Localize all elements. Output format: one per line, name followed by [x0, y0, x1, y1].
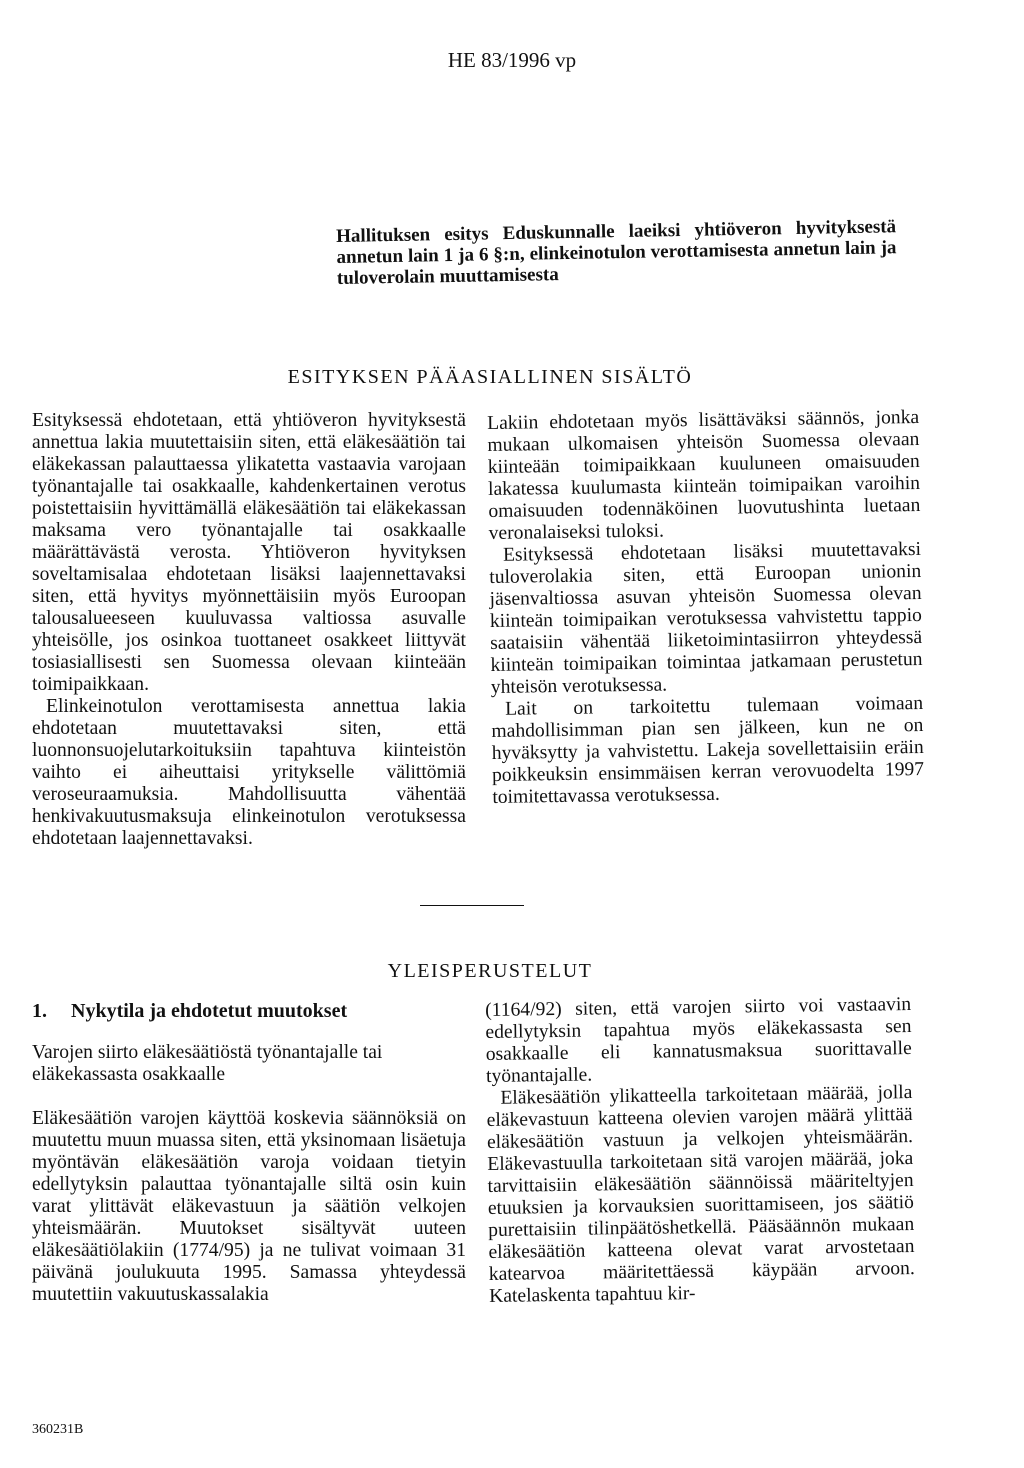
- section-title-text: Nykytila ja ehdotetut muutokset: [71, 1000, 348, 1022]
- general-heading: YLEISPERUSTELUT: [387, 960, 593, 982]
- print-code: 360231B: [32, 1422, 84, 1437]
- section-divider: [420, 905, 524, 906]
- general-left-column: [32, 1108, 466, 1306]
- subsection-title: Varojen siirto eläkesäätiöstä työnantajalle tai eläkekassasta osakkaalle: [32, 1042, 383, 1085]
- section-number: 1.: [32, 1000, 47, 1022]
- general-paragraph: Eläkesäätiön varojen käyttöä koskevia säännöksiä on muutettu muun muassa siten, että yksinomaan lisäetuja myöntävän eläkesäätiön varoja voidaan tietyin edellytyksin palauttaa työnantajalle siltä osin kuin varat ylittävät eläkevastuun ja säätiön velkojen yhteismäärän. Muutokset sisältyvät uuteen eläkesäätiölakiin (1774/95) ja ne tulivat voimaan 31 päivänä joulukuuta 1995. Samassa yhteydessä muutettiin vakuutuskassalakia: [32, 1108, 466, 1305]
- summary-paragraph: Elinkeinotulon verottamisesta annettua lakia ehdotetaan muutettavaksi siten, että luonnonsuojelutarkoituksiin tapahtuva kiinteistön vaihto ei aiheuttaisi yritykselle välittömiä veroseuraamuksia. Mahdollisuutta vähentää henkivakuutusmaksuja elinkeinotulon verotuksessa ehdotetaan laajennettavaksi.: [32, 696, 466, 849]
- general-paragraph: Eläkesäätiön ylikatteella tarkoitetaan määrää, jolla eläkevastuun katteena olevien varojen määrä ylittää eläkesäätiön vastuun ja velkojen yhteismäärän. Eläkevastuulla tarkoitetaan sitä varojen määrää, joka tarvittaisiin eläkesäätiön säännöissä määriteltyjen etuuksien ja korvauksien suorittamiseen, jos säätiö purettaisiin tilinpäätöshetkellä. Pääsäännön mukaan eläkesäätiön katteena olevat varat arvostetaan katearvoa määritettäessä käypään arvoon. Katelaskenta tapahtuu kir-: [486, 1082, 915, 1307]
- general-paragraph: (1164/92) siten, että varojen siirto voi vastaavin edellytyksin tapahtua myös eläkekassasta sen osakkaalle eli kannatusmaksua suorittavalle työnantajalle.: [485, 994, 912, 1087]
- document-id: HE 83/1996 vp: [447, 48, 577, 72]
- section-title: [32, 1000, 347, 1023]
- summary-paragraph: Esityksessä ehdotetaan, että yhtiöveron hyvityksestä annettua lakia muutettaisiin siten, että eläkesäätiön tai eläkekassan palauttaessa ylikatetta vastaavia varojaan työnantajalle tai osakkaalle, kahdenkertainen verotus poistettaisiin hyvittämällä eläkesäätiön tai eläkekassan maksama vero työnantajalle tai osakkaalle määrättävästä verosta. Yhtiöveron hyvityksen soveltamisalaa ehdotetaan lisäksi laajennettavaksi siten, että hyvitys myönnettäisiin myös Euroopan talousalueeseen kuuluvassa valtiossa asuvalle yhteisölle, jos osinkoa tuottaneet osakkeet liittyvät tosiasiallisesti sen Suomessa olevaan kiinteään toimipaikkaan.: [32, 410, 466, 695]
- summary-paragraph: Esityksessä ehdotetaan lisäksi muutettavaksi tuloverolakia siten, että Euroopan unionin jäsenvaltiossa asuvan yhteisön Suomessa olevan kiinteän toimipaikan verotuksessa vahvistettu tappio saataisiin vähentää liiketoimintasiirron yhteydessä kiinteän toimipaikan toimintaa jatkamaan perustetun yhteisön verotuksessa.: [489, 538, 923, 698]
- summary-paragraph: Lait on tarkoitettu tulemaan voimaan mahdollisimman pian sen jälkeen, kun ne on hyväksytty ja vahvistettu. Lakeja sovellettaisiin eräin poikkeuksin ensimmäisen kerran verovuodelta 1997 toimitettavassa verotuksessa.: [491, 692, 925, 808]
- summary-left-column: [32, 410, 466, 850]
- summary-paragraph: Lakiin ehdotetaan myös lisättäväksi säännös, jonka mukaan ulkomaisen yhteisön Suomessa olevaan kiinteään toimipaikkaan kuuluneen omaisuuden lakatessa kuulumasta kiinteän toimipaikan varoihin omaisuuden todennäköinen luovutushinta luetaan veronalaiseksi tuloksi.: [487, 406, 921, 544]
- summary-heading: ESITYKSEN PÄÄASIALLINEN SISÄLTÖ: [287, 366, 693, 388]
- summary-right-column: [487, 407, 924, 809]
- proposal-title: Hallituksen esitys Eduskunnalle laeiksi yhtiöveron hyvityksestä annetun lain 1 ja 6 §:n, elinkeinotulon verottamisesta annetun lain ja tuloverolain muuttamisesta: [336, 216, 897, 289]
- general-right-column: [485, 994, 915, 1308]
